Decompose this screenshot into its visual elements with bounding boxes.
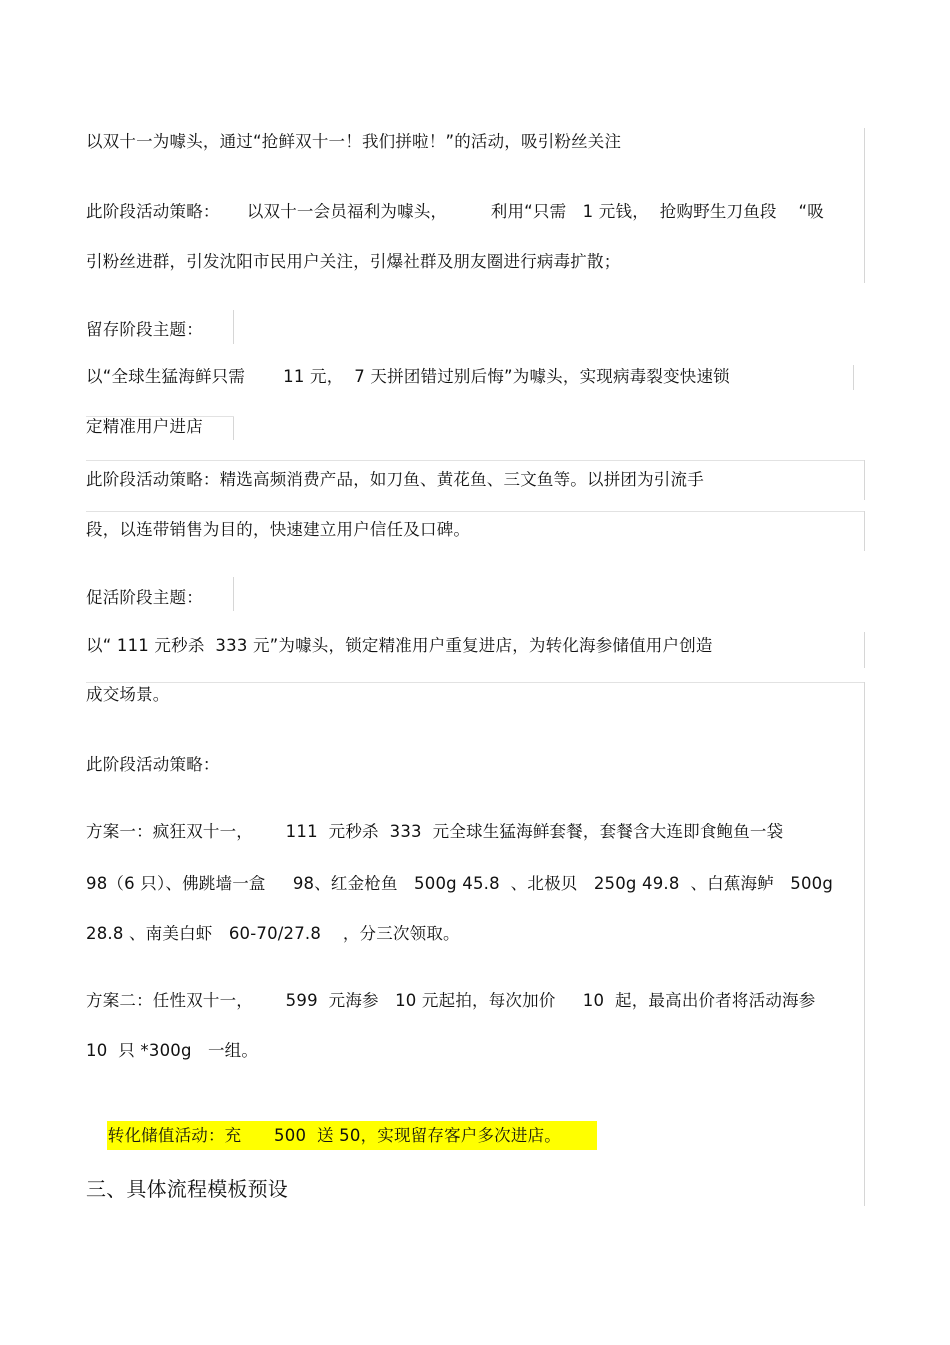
section-subtitle: 留存阶段主题：	[86, 320, 203, 339]
frame-rule	[86, 682, 865, 683]
highlighted-text: 转化储值活动：充 500 送 50，实现留存客户多次进店。	[107, 1121, 597, 1150]
frame-rule	[864, 511, 865, 551]
paragraph-line: 引粉丝进群，引发沈阳市民用户关注，引爆社群及朋友圈进行病毒扩散；	[86, 252, 621, 271]
frame-rule	[233, 310, 234, 344]
paragraph-line: 10 只 *300g 一组。	[86, 1041, 259, 1060]
paragraph-line: 方案二：任性双十一， 599 元海参 10 元起拍，每次加价 10 起，最高出价者将活动海参	[86, 991, 816, 1010]
paragraph-line: 以“全球生猛海鲜只需 11 元， 7 天拼团错过别后悔”为噱头，实现病毒裂变快速锁	[86, 367, 730, 386]
paragraph-line: 定精准用户进店	[86, 417, 203, 436]
frame-rule	[864, 460, 865, 500]
frame-rule	[233, 577, 234, 611]
frame-rule	[86, 460, 865, 461]
paragraph-line: 以双十一为噱头，通过“抢鲜双十一！我们拼啦！”的活动，吸引粉丝关注	[86, 132, 622, 151]
paragraph-line: 此阶段活动策略： 以双十一会员福利为噱头， 利用“只需 1 元钱， 抢购野生刀鱼段 “吸	[86, 202, 824, 221]
highlighted-line	[86, 1103, 597, 1169]
paragraph-line: 此阶段活动策略：精选高频消费产品，如刀鱼、黄花鱼、三文鱼等。以拼团为引流手	[86, 470, 704, 489]
paragraph-line: 此阶段活动策略：	[86, 755, 220, 774]
frame-rule	[864, 682, 865, 1206]
frame-rule	[233, 416, 234, 440]
paragraph-line: 28.8 、南美白虾 60-70/27.8 ，分三次领取。	[86, 924, 460, 943]
section-subtitle: 促活阶段主题：	[86, 588, 203, 607]
paragraph-line: 98（6 只）、佛跳墙一盒 98、红金枪鱼 500g 45.8 、北极贝 250g 49.8 、白蕉海鲈 500g	[86, 874, 834, 893]
paragraph-line: 成交场景。	[86, 685, 170, 704]
frame-rule	[864, 128, 865, 283]
frame-rule	[86, 511, 865, 512]
frame-rule	[864, 632, 865, 668]
frame-rule	[853, 365, 854, 390]
paragraph-line: 段，以连带销售为目的，快速建立用户信任及口碑。	[86, 520, 471, 539]
paragraph-line: 方案一：疯狂双十一， 111 元秒杀 333 元全球生猛海鲜套餐，套餐含大连即食鲍鱼一袋	[86, 822, 784, 841]
paragraph-line: 以“ 111 元秒杀 333 元”为噱头，锁定精准用户重复进店，为转化海参储值用户创造	[86, 636, 713, 655]
section-heading: 三、具体流程模板预设	[86, 1177, 288, 1201]
